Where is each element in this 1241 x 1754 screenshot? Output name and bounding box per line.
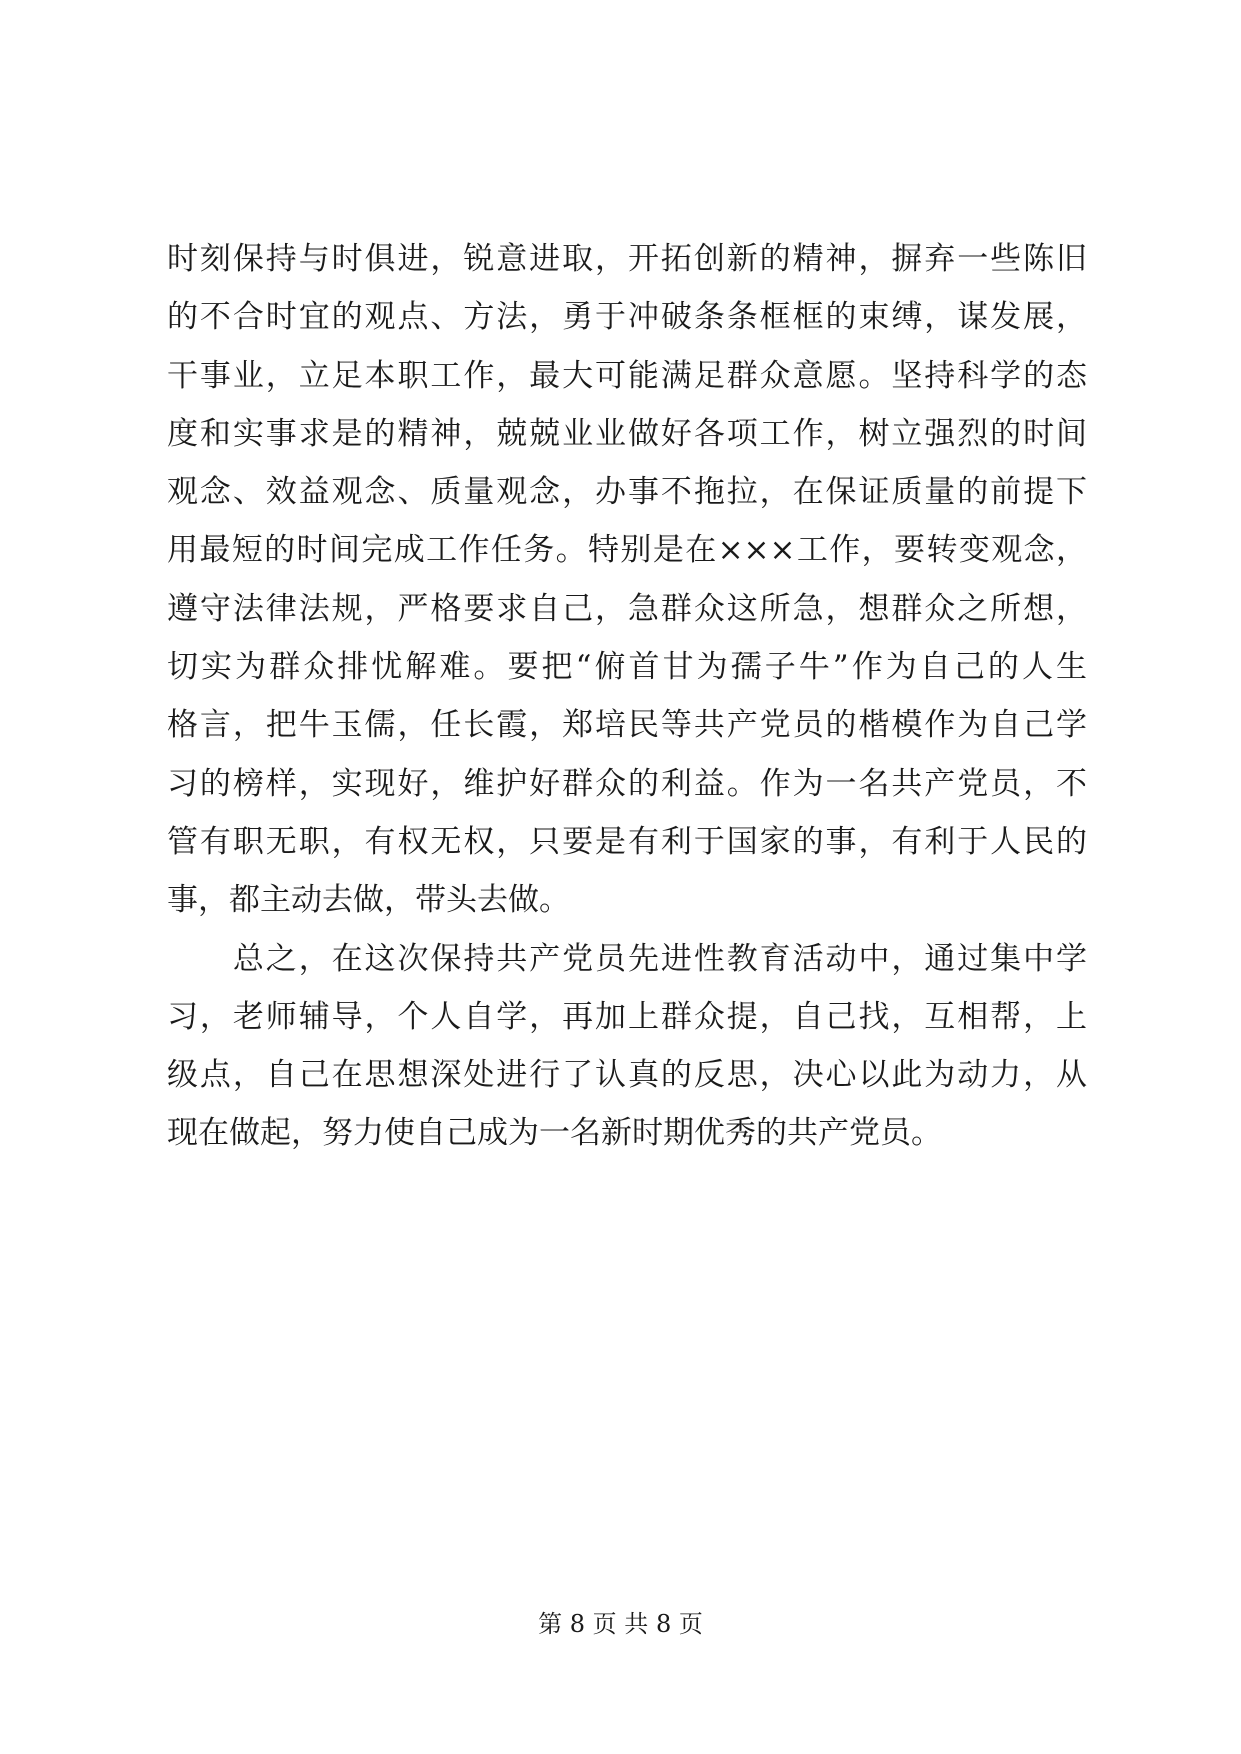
text-line: 干事业，立足本职工作，最大可能满足群众意愿。坚持科学的态 [167,357,1087,394]
text-line: 格言，把牛玉儒，任长霞，郑培民等共产党员的楷模作为自己学 [167,707,1087,744]
text-line: 管有职无职，有权无权，只要是有利于国家的事，有利于人民的 [167,823,1087,860]
paragraph [167,930,1087,1163]
text-line: 切实为群众排忧解难。要把“俯首甘为孺子牛”作为自己的人生 [167,649,1087,686]
text-line: 遵守法律法规，严格要求自己，急群众这所急，想群众之所想， [167,590,1087,627]
page-number-footer: 第 8 页 共 8 页 [538,1610,703,1638]
text-line: 习，老师辅导，个人自学，再加上群众提，自己找，互相帮，上 [167,998,1087,1035]
text-line: 观念、效益观念、质量观念，办事不拖拉，在保证质量的前提下 [167,474,1087,511]
text-line: 时刻保持与时俱进，锐意进取，开拓创新的精神，摒弃一些陈旧 [167,241,1087,277]
text-line: 的不合时宜的观点、方法，勇于冲破条条框框的束缚，谋发展， [167,299,1087,336]
text-line: 用最短的时间完成工作任务。特别是在×××工作，要转变观念， [167,532,1087,569]
text-line: 总之，在这次保持共产党员先进性教育活动中，通过集中学 [167,940,1087,977]
paragraph [167,230,1087,930]
text-line: 级点，自己在思想深处进行了认真的反思，决心以此为动力，从 [167,1057,1087,1094]
body-text [167,230,1087,1163]
text-line: 度和实事求是的精神，兢兢业业做好各项工作，树立强烈的时间 [167,415,1087,452]
text-line: 事，都主动去做，带头去做。 [167,882,570,919]
text-line: 现在做起，努力使自己成为一名新时期优秀的共产党员。 [167,1115,942,1152]
text-line: 习的榜样，实现好，维护好群众的利益。作为一名共产党员，不 [167,765,1087,802]
